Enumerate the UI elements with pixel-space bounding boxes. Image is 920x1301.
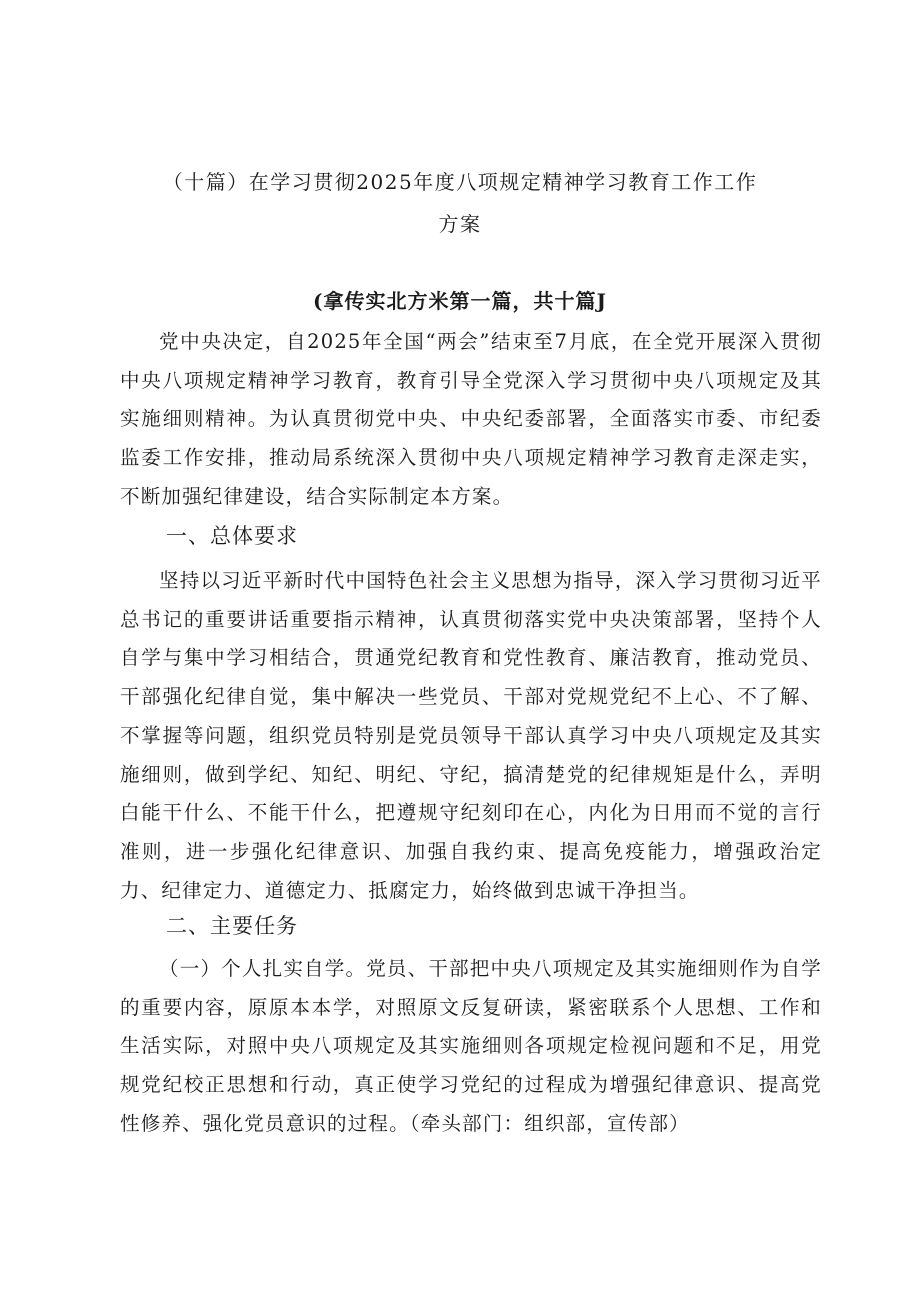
section-heading-general-requirements: 一、总体要求 — [166, 524, 298, 548]
document-title-line-2: 方案 — [438, 212, 482, 236]
section-heading-main-tasks: 二、主要任务 — [166, 914, 298, 938]
general-requirements-paragraph: 坚持以习近平新时代中国特色社会主义思想为指导，深入学习贯彻习近平总书记的重要讲话重要指示精神，认真贯彻落实党中央决策部署，坚持个人自学与集中学习相结合，贯通党纪教育和党性教育、廉洁教育，推动党员、干部强化纪律自觉，集中解决一些党员、干部对党规党纪不上心、不了解、不掌握等问题，组织党员特别是党员领导干部认真学习中央八项规定及其实施细则，做到学纪、知纪、明纪、守纪，搞清楚党的纪律规矩是什么，弄明白能干什么、不能干什么，把遵规守纪刻印在心，内化为日用而不觉的言行准则，进一步强化纪律意识、加强自我约束、提高免疫能力，增强政治定力、纪律定力、道德定力、抵腐定力，始终做到忠诚干净担当。 — [120, 569, 822, 902]
document-subtitle: (拿传实北方米第一篇，共十篇J — [313, 289, 607, 313]
intro-paragraph: 党中央决定，自2025年全国“两会”结束至7月底，在全党开展深入贯彻中央八项规定精神学习教育，教育引导全党深入学习贯彻中央八项规定及其实施细则精神。为认真贯彻党中央、中央纪委部署，全面落实市委、市纪委监委工作安排，推动局系统深入贯彻中央八项规定精神学习教育走深走实，不断加强纪律建设，结合实际制定本方案。 — [120, 330, 822, 508]
main-tasks-paragraph: （一）个人扎实自学。党员、干部把中央八项规定及其实施细则作为自学的重要内容，原原本本学，对照原文反复研读，紧密联系个人思想、工作和生活实际，对照中央八项规定及其实施细则各项规定检视问题和不足，用党规党纪校正思想和行动，真正使学习党纪的过程成为增强纪律意识、提高党性修养、强化党员意识的过程。（牵头部门：组织部，宣传部） — [120, 957, 822, 1135]
document-title-line-1: （十篇）在学习贯彻2025年度八项规定精神学习教育工作工作 — [162, 170, 758, 194]
